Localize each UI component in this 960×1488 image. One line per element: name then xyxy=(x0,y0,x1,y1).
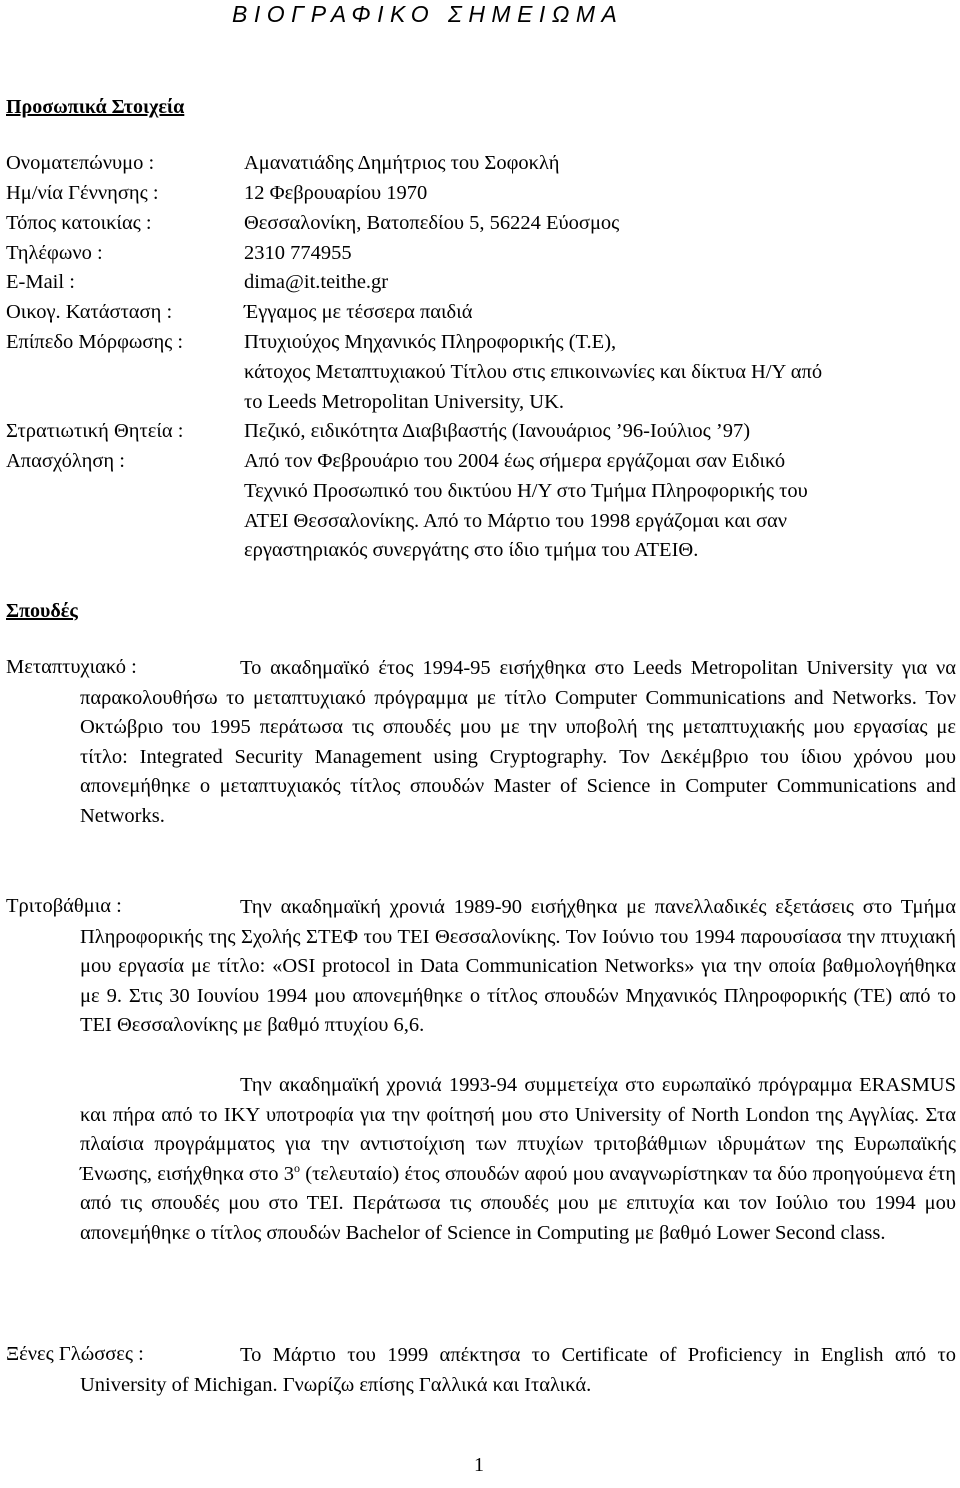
field-value-residence: Θεσσαλονίκη, Βατοπεδίου 5, 56224 Εύοσμος xyxy=(244,212,620,234)
field-value-marital: Έγγαμος με τέσσερα παιδιά xyxy=(244,301,473,323)
field-value-name: Αμανατιάδης Δημήτριος του Σοφοκλή xyxy=(244,152,560,174)
postgrad-label: Μεταπτυχιακό : xyxy=(6,656,137,678)
languages-paragraph xyxy=(80,1341,956,1400)
field-value-employment-line: εργαστηριακός συνεργάτης στο ίδιο τμήμα του ΑΤΕΙΘ. xyxy=(244,539,699,561)
tertiary-label: Τριτοβάθμια : xyxy=(6,895,122,917)
field-label-education: Επίπεδο Μόρφωσης : xyxy=(6,331,184,353)
tertiary-text-2a: Την ακαδημαϊκή χρονιά 1993-94 συμμετείχα στο ευρωπαϊκό πρόγραμμα ERASMUS και πήρα από το ΙΚΥ υποτροφία για την φοίτησή μου στο University of North London της Αγγλίας. Στα πλαίσια προγράμματος για την αντιστοίχιση των πτυχίων τριτοβάθμιων ιδρυμάτων της Ευρωπαϊκής Ένωσης, εισήχθηκα στο 3 xyxy=(80,1074,956,1185)
field-value-employment-line: Από τον Φεβρουάριο του 2004 έως σήμερα εργάζομαι σαν Ειδικό xyxy=(244,450,786,472)
field-label-email: E-Mail : xyxy=(6,271,75,293)
field-value-employment-line: Τεχνικό Προσωπικό του δικτύου Η/Υ στο Τμήμα Πληροφορικής του xyxy=(244,480,808,502)
tertiary-text-1: Την ακαδημαϊκή χρονιά 1989-90 εισήχθηκα με πανελλαδικές εξετάσεις στο Τμήμα Πληροφορικής της Σχολής ΣΤΕΦ του ΤΕΙ Θεσσαλονίκης. Τον Ιούνιο του 1994 παρουσίασα την πτυχιακή μου εργασία με τίτλο: «OSI protocol in Data Communication Networks» για την οποία βαθμολογήθηκα με 9. Στις 30 Ιουνίου 1994 μου απονεμήθηκε ο τίτλος σπουδών Μηχανικός Πληροφορικής (ΤΕ) από το ΤΕΙ Θεσσαλονίκης με βαθμό πτυχίου 6,6. xyxy=(80,896,956,1036)
field-value-email: dima@it.teithe.gr xyxy=(244,271,389,293)
languages-label: Ξένες Γλώσσες : xyxy=(6,1343,144,1365)
languages-text: Το Μάρτιο του 1999 απέκτησα το Certificate of Proficiency in English από το University of Michigan. Γνωρίζω επίσης Γαλλικά και Ιταλικά. xyxy=(80,1344,956,1396)
field-value-employment-line: ΑΤΕΙ Θεσσαλονίκης. Από το Μάρτιο του 1998 εργάζομαι και σαν xyxy=(244,510,787,532)
field-label-birthdate: Ημ/νία Γέννησης : xyxy=(6,182,159,204)
field-value-birthdate: 12 Φεβρουαρίου 1970 xyxy=(244,182,428,204)
field-value-education-line: το Leeds Metropolitan University, UK. xyxy=(244,391,565,413)
field-label-employment: Απασχόληση : xyxy=(6,450,125,472)
ordinal-superscript: ο xyxy=(293,1160,300,1175)
tertiary-text-2b: (τελευταίο) έτος σπουδών αφού μου αναγνωρίστηκαν τα δύο προηγούμενα έτη από τις σπουδές μου στο ΤΕΙ. Περάτωσα τις σπουδές μου με επιτυχία και τον Ιούλιο του 1994 μου απονεμήθηκε ο τίτλος σπουδών Bachelor of Science in Computing με βαθμό Lower Second class. xyxy=(80,1162,956,1244)
field-label-residence: Τόπος κατοικίας : xyxy=(6,212,152,234)
tertiary-paragraph-2 xyxy=(80,1071,956,1248)
field-value-phone: 2310 774955 xyxy=(244,242,352,264)
personal-info-heading: Προσωπικά Στοιχεία xyxy=(6,96,185,118)
field-label-military: Στρατιωτική Θητεία : xyxy=(6,420,184,442)
field-value-military: Πεζικό, ειδικότητα Διαβιβαστής (Ιανουάριος ’96-Ιούλιος ’97) xyxy=(244,420,751,442)
field-label-name: Ονοματεπώνυμο : xyxy=(6,152,155,174)
document-title: ΒΙΟΓΡΑΦΙΚΟ ΣΗΜΕΙΩΜΑ xyxy=(232,1,624,27)
field-label-marital: Οικογ. Κατάσταση : xyxy=(6,301,173,323)
postgrad-paragraph xyxy=(80,654,956,831)
tertiary-paragraph-1 xyxy=(80,893,956,1041)
page-number: 1 xyxy=(474,1454,484,1476)
postgrad-text: Το ακαδημαϊκό έτος 1994-95 εισήχθηκα στο Leeds Metropolitan University για να παρακολουθήσω το μεταπτυχιακό πρόγραμμα με τίτλο Computer Communications and Networks. Τον Οκτώβριο του 1995 περάτωσα τις σπουδές μου με την υποβολή της μεταπτυχιακής μου εργασίας με τίτλο: Integrated Security Management using Cryptography. Τον Δεκέμβριο του ίδιου χρόνου μου απονεμήθηκε ο μεταπτυχιακός τίτλος σπουδών Master of Science in Computer Communications and Networks. xyxy=(80,657,956,827)
field-value-education-line: κάτοχος Μεταπτυχιακού Τίτλου στις επικοινωνίες και δίκτυα Η/Υ από xyxy=(244,361,823,383)
field-label-phone: Τηλέφωνο : xyxy=(6,242,103,264)
field-value-education-line: Πτυχιούχος Μηχανικός Πληροφορικής (Τ.Ε), xyxy=(244,331,617,353)
studies-heading: Σπουδές xyxy=(6,600,78,622)
